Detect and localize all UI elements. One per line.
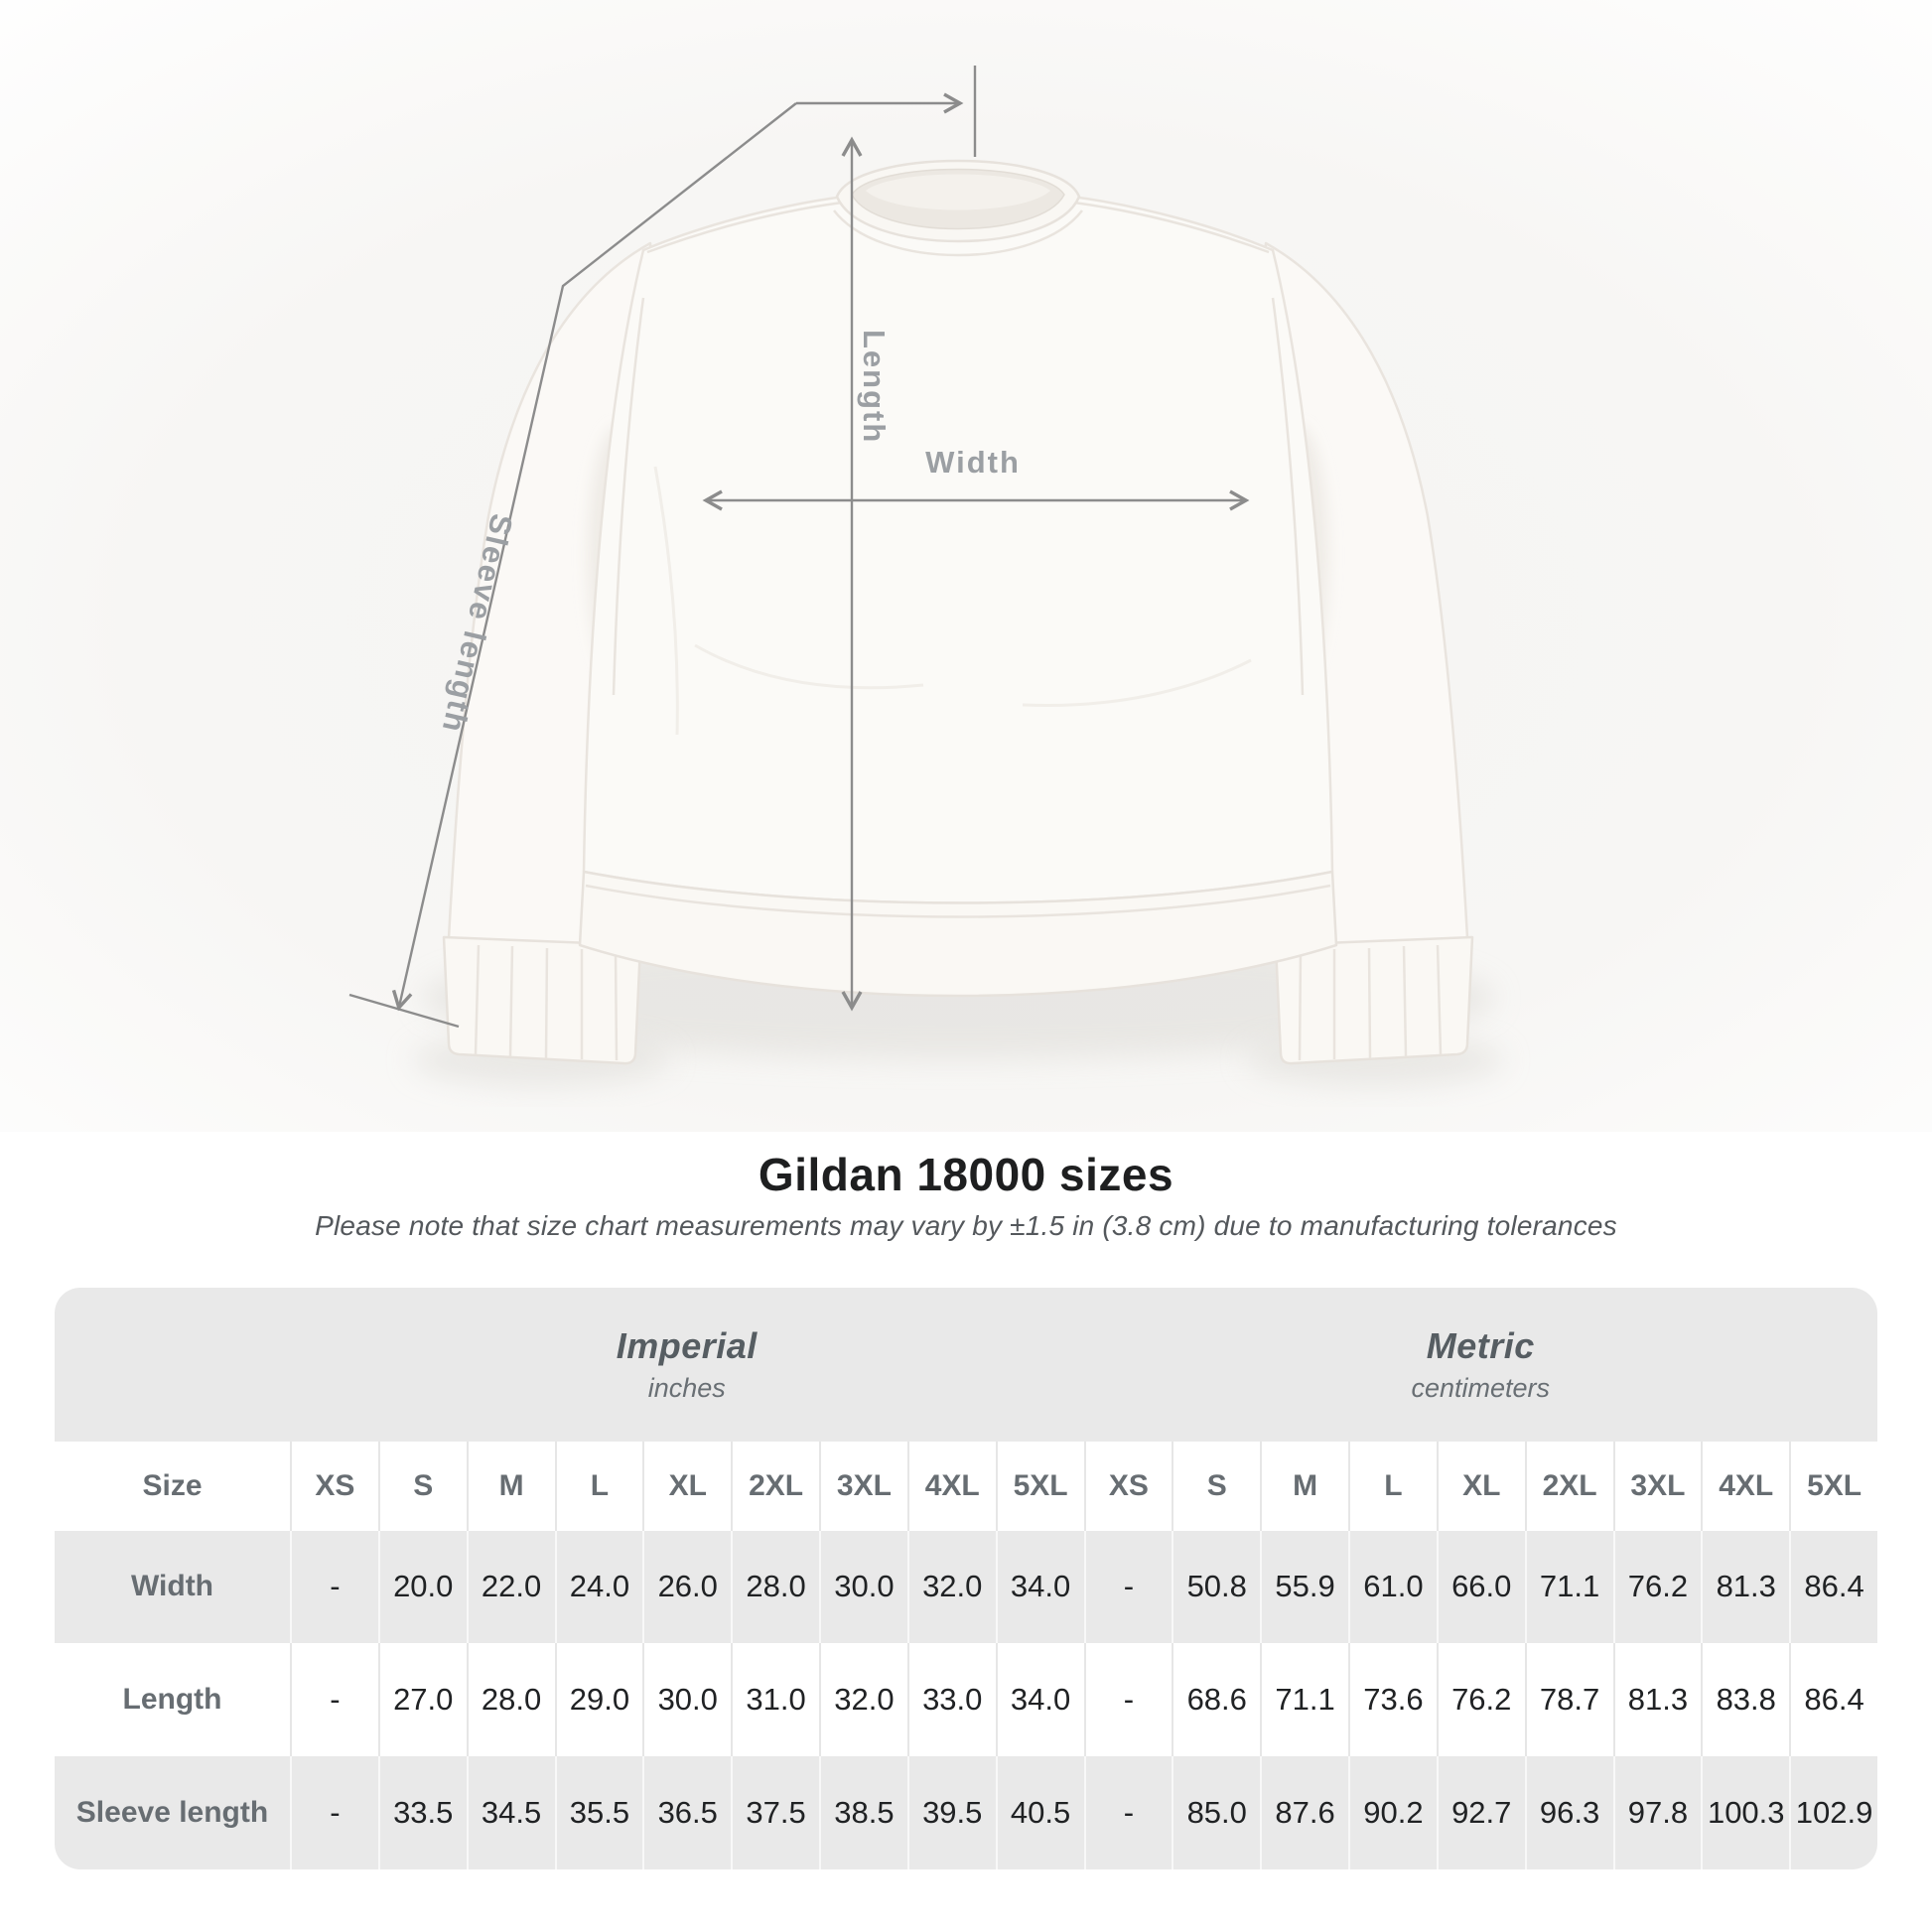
size-header-cell: 4XL <box>907 1442 996 1531</box>
imperial-label: Imperial <box>616 1324 758 1366</box>
imperial-value-cell: 34.0 <box>996 1643 1084 1756</box>
metric-value-cell: 100.3 <box>1701 1756 1789 1869</box>
imperial-value-cell: 31.0 <box>731 1643 819 1756</box>
metric-group-header <box>1084 1288 1878 1442</box>
imperial-value-cell: 34.0 <box>996 1531 1084 1643</box>
tolerance-note: Please note that size chart measurements may vary by ±1.5 in (3.8 cm) due to manufacturing tolerances <box>315 1209 1617 1241</box>
sweatshirt <box>444 161 1472 1063</box>
imperial-value-cell: 29.0 <box>555 1643 643 1756</box>
imperial-value-cell: 38.5 <box>819 1756 907 1869</box>
size-header-cell: 2XL <box>1525 1442 1613 1531</box>
size-column-header: Size <box>55 1442 290 1531</box>
metric-value-cell: 61.0 <box>1348 1531 1437 1643</box>
row-label: Length <box>55 1643 290 1756</box>
size-header-cell: L <box>1348 1442 1437 1531</box>
metric-value-cell: 97.8 <box>1613 1756 1702 1869</box>
metric-value-cell: - <box>1084 1531 1173 1643</box>
imperial-value-cell: 39.5 <box>907 1756 996 1869</box>
size-header-cell: 3XL <box>819 1442 907 1531</box>
sweatshirt-right-cuff <box>1276 937 1472 1063</box>
metric-value-cell: 76.2 <box>1613 1531 1702 1643</box>
imperial-value-cell: 32.0 <box>819 1643 907 1756</box>
sweatshirt-left-cuff <box>444 937 640 1063</box>
imperial-value-cell: 26.0 <box>642 1531 731 1643</box>
metric-unit-label: centimeters <box>1411 1372 1551 1403</box>
size-header-cell: 5XL <box>996 1442 1084 1531</box>
metric-value-cell: 68.6 <box>1172 1643 1260 1756</box>
page-title: Gildan 18000 sizes <box>758 1149 1174 1200</box>
size-header-cell: 5XL <box>1789 1442 1877 1531</box>
width-label: Width <box>925 445 1021 480</box>
imperial-value-cell: 33.5 <box>378 1756 467 1869</box>
imperial-value-cell: 22.0 <box>467 1531 555 1643</box>
metric-value-cell: 71.1 <box>1260 1643 1348 1756</box>
imperial-value-cell: 36.5 <box>642 1756 731 1869</box>
metric-value-cell: 55.9 <box>1260 1531 1348 1643</box>
imperial-group-header <box>290 1288 1084 1442</box>
metric-value-cell: - <box>1084 1756 1173 1869</box>
metric-value-cell: 86.4 <box>1789 1531 1877 1643</box>
size-header-cell: M <box>467 1442 555 1531</box>
metric-value-cell: 81.3 <box>1701 1531 1789 1643</box>
metric-value-cell: 87.6 <box>1260 1756 1348 1869</box>
size-header-cell: 3XL <box>1613 1442 1702 1531</box>
metric-value-cell: 76.2 <box>1437 1643 1525 1756</box>
metric-value-cell: 102.9 <box>1789 1756 1877 1869</box>
imperial-value-cell: 30.0 <box>819 1531 907 1643</box>
imperial-unit-label: inches <box>647 1372 726 1403</box>
imperial-value-cell: 32.0 <box>907 1531 996 1643</box>
size-header-cell: L <box>555 1442 643 1531</box>
size-header-cell: M <box>1260 1442 1348 1531</box>
imperial-value-cell: 34.5 <box>467 1756 555 1869</box>
size-header-cell: 2XL <box>731 1442 819 1531</box>
imperial-value-cell: - <box>290 1756 378 1869</box>
imperial-value-cell: 27.0 <box>378 1643 467 1756</box>
metric-value-cell: 92.7 <box>1437 1756 1525 1869</box>
size-header-cell: 4XL <box>1701 1442 1789 1531</box>
size-header-cell: XL <box>642 1442 731 1531</box>
metric-label: Metric <box>1426 1324 1535 1366</box>
metric-value-cell: 50.8 <box>1172 1531 1260 1643</box>
size-header-cell: S <box>378 1442 467 1531</box>
imperial-value-cell: 30.0 <box>642 1643 731 1756</box>
imperial-value-cell: 35.5 <box>555 1756 643 1869</box>
length-label: Length <box>857 330 892 445</box>
sleeve-length-label: Sleeve length <box>435 510 520 738</box>
size-header-cell: XL <box>1437 1442 1525 1531</box>
imperial-value-cell: 33.0 <box>907 1643 996 1756</box>
imperial-value-cell: 20.0 <box>378 1531 467 1643</box>
metric-value-cell: 66.0 <box>1437 1531 1525 1643</box>
sweatshirt-body <box>584 197 1332 903</box>
imperial-value-cell: 28.0 <box>467 1643 555 1756</box>
imperial-value-cell: 24.0 <box>555 1531 643 1643</box>
size-header-cell: S <box>1172 1442 1260 1531</box>
row-label: Sleeve length <box>75 1795 269 1829</box>
metric-value-cell: 81.3 <box>1613 1643 1702 1756</box>
metric-value-cell: 86.4 <box>1789 1643 1877 1756</box>
metric-value-cell: - <box>1084 1643 1173 1756</box>
size-header-cell: XS <box>1084 1442 1173 1531</box>
metric-value-cell: 71.1 <box>1525 1531 1613 1643</box>
size-chart-table <box>55 1288 1877 1869</box>
metric-value-cell: 73.6 <box>1348 1643 1437 1756</box>
metric-value-cell: 78.7 <box>1525 1643 1613 1756</box>
imperial-value-cell: 28.0 <box>731 1531 819 1643</box>
metric-value-cell: 96.3 <box>1525 1756 1613 1869</box>
metric-value-cell: 83.8 <box>1701 1643 1789 1756</box>
imperial-value-cell: - <box>290 1531 378 1643</box>
row-label: Width <box>130 1570 214 1603</box>
imperial-value-cell: 37.5 <box>731 1756 819 1869</box>
imperial-value-cell: 40.5 <box>996 1756 1084 1869</box>
imperial-value-cell: - <box>290 1643 378 1756</box>
metric-value-cell: 90.2 <box>1348 1756 1437 1869</box>
metric-value-cell: 85.0 <box>1172 1756 1260 1869</box>
size-header-cell: XS <box>290 1442 378 1531</box>
group-header-spacer <box>55 1288 290 1442</box>
